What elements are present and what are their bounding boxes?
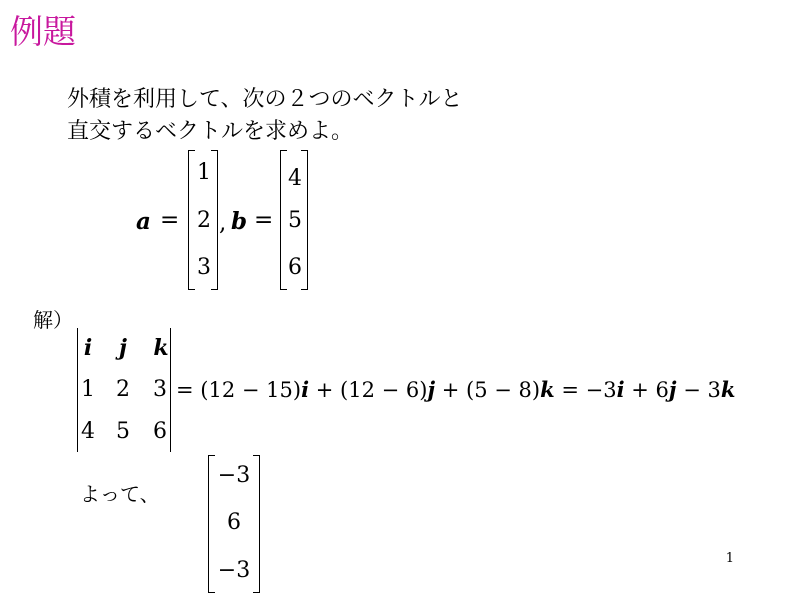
vector-b-entry: 4 <box>288 166 302 191</box>
vector-b-left-bracket <box>280 150 287 290</box>
problem-line-2: 直交するベクトルを求めよ。 <box>67 119 354 144</box>
vector-a-entry: 1 <box>197 160 211 185</box>
unit-vector-k: k <box>720 377 736 402</box>
vector-b-entry: 5 <box>288 208 302 233</box>
expansion-operator: + <box>441 378 467 402</box>
expansion-term-coef: (5 − 8) <box>466 378 541 402</box>
expansion-equals: = <box>176 378 194 402</box>
determinant-cell: 6 <box>153 419 167 444</box>
vector-a-entry: 3 <box>197 255 211 280</box>
conclusion-text: よって、 <box>80 482 160 506</box>
vector-b-entry: 6 <box>288 255 302 280</box>
result-right-bracket <box>253 455 260 593</box>
page-number: 1 <box>725 551 734 566</box>
result-entry: 6 <box>227 510 241 535</box>
determinant-cell: 2 <box>116 377 130 402</box>
equals-sign-a: = <box>160 207 180 233</box>
expansion-term-coef: (12 − 15) <box>200 378 302 402</box>
expansion-operator: − <box>683 378 708 402</box>
unit-vector-j: j <box>427 377 436 402</box>
result-term-coef: 6 <box>655 378 669 402</box>
vector-a-left-bracket <box>188 150 195 290</box>
unit-vector-i: i <box>301 377 310 402</box>
vector-a-label: a <box>136 208 151 235</box>
determinant-cell: 3 <box>153 377 167 402</box>
solution-label: 解） <box>33 308 73 332</box>
determinant-cell: 5 <box>116 419 130 444</box>
unit-vector-i: i <box>616 377 625 402</box>
slide-title: 例題 <box>10 12 76 51</box>
determinant-cell: i <box>83 335 93 361</box>
determinant-cell: k <box>153 335 169 361</box>
result-entry: −3 <box>217 463 251 488</box>
equals-sign-b: = <box>254 207 274 233</box>
determinant-left-bar <box>77 328 78 452</box>
vector-b-label: b <box>231 208 248 235</box>
determinant-cell: 1 <box>81 377 95 402</box>
problem-line-1: 外積を利用して、次の２つのベクトルと <box>67 87 463 112</box>
unit-vector-j: j <box>668 377 677 402</box>
vector-a-entry: 2 <box>197 208 211 233</box>
result-term-coef: 3 <box>707 378 721 402</box>
determinant-cell: 4 <box>81 419 95 444</box>
determinant-cell: j <box>119 335 127 361</box>
expansion-equals: = <box>561 378 586 402</box>
vector-separator: , <box>219 210 227 236</box>
expansion-operator: + <box>631 378 656 402</box>
expansion-operator: + <box>315 378 341 402</box>
result-term-coef: −3 <box>585 378 617 402</box>
cross-product-expansion <box>176 377 735 402</box>
vector-b-right-bracket <box>301 150 308 290</box>
unit-vector-k: k <box>540 377 555 402</box>
determinant-right-bar <box>170 328 171 452</box>
expansion-term-coef: (12 − 6) <box>340 378 428 402</box>
vector-a-right-bracket <box>211 150 218 290</box>
result-entry: −3 <box>217 558 251 583</box>
